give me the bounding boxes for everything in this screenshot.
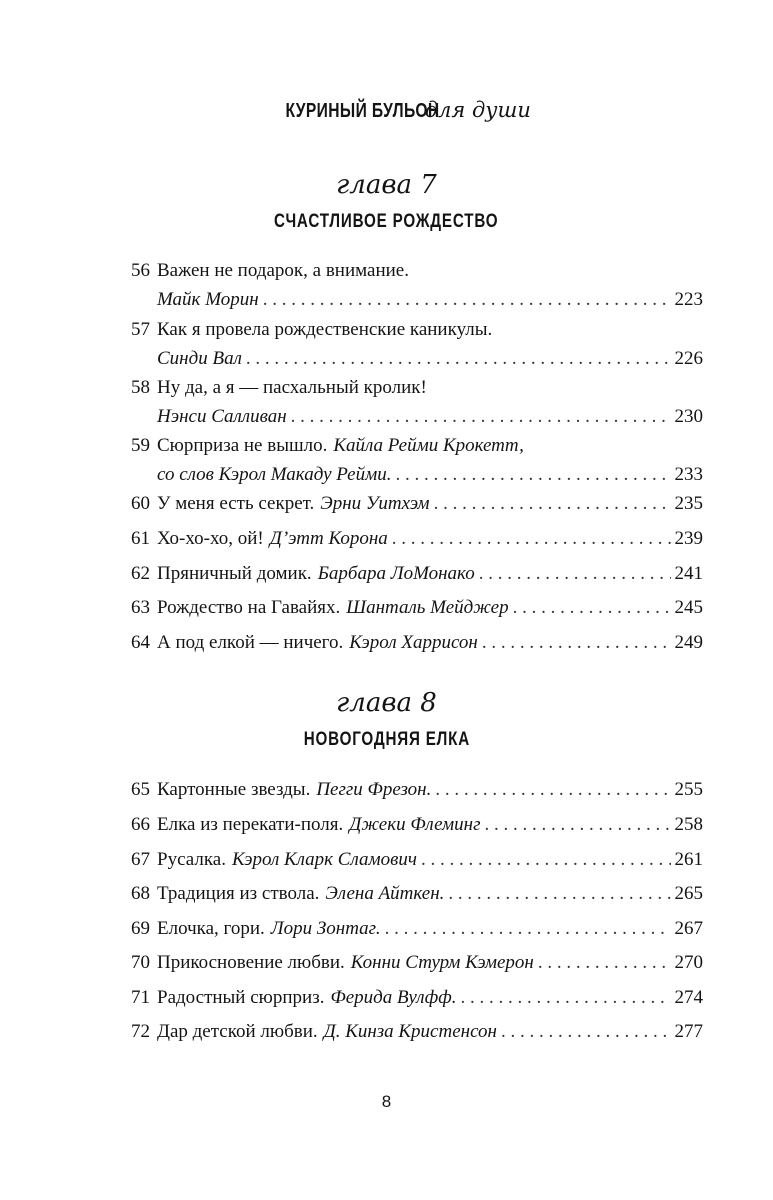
entry-number: 72 xyxy=(131,1021,150,1042)
dot-leader xyxy=(392,524,671,553)
entry-title: Пряничный домик. xyxy=(157,563,312,584)
entry-number: 59 xyxy=(131,435,150,456)
dot-leader xyxy=(263,285,671,314)
entry-page: 230 xyxy=(674,406,703,427)
entry-author: Конни Стурм Кэмерон xyxy=(350,952,534,973)
entry-number: 71 xyxy=(131,987,150,1008)
entry-author: Майк Морин xyxy=(157,289,259,310)
dot-leader xyxy=(513,593,671,622)
toc-entry[interactable] xyxy=(110,628,703,657)
entry-number: 69 xyxy=(131,918,150,939)
entry-title: Как я провела рождественские каникулы. xyxy=(157,319,493,340)
entry-page: 241 xyxy=(674,563,703,584)
entry-author: Нэнси Салливан xyxy=(157,406,287,427)
entry-page: 258 xyxy=(674,814,703,835)
entry-number: 68 xyxy=(131,883,150,904)
entry-author: Кайла Рейми Крокетт, xyxy=(333,435,524,456)
dot-leader xyxy=(385,914,671,943)
entry-page: 245 xyxy=(674,597,703,618)
entry-number: 61 xyxy=(131,528,150,549)
entry-title: Важен не подарок, а внимание. xyxy=(157,260,409,281)
dot-leader xyxy=(246,344,671,373)
toc-entry[interactable] xyxy=(110,983,703,1012)
dot-leader xyxy=(482,628,671,657)
dot-leader xyxy=(448,879,670,908)
entry-page: 249 xyxy=(674,632,703,653)
entry-page: 235 xyxy=(674,493,703,514)
entry-author-continued: со слов Кэрол Макаду Рейми. xyxy=(157,464,392,485)
entry-page: 267 xyxy=(674,918,703,939)
entry-title: Картонные звезды. xyxy=(157,779,311,800)
entry-page: 270 xyxy=(674,952,703,973)
toc-entry[interactable] xyxy=(110,524,703,553)
entry-title: Елка из перекати-поля. xyxy=(157,814,344,835)
entry-page: 261 xyxy=(674,849,703,870)
toc-entry[interactable] xyxy=(110,593,703,622)
entry-number: 57 xyxy=(131,319,150,340)
toc-entry[interactable] xyxy=(110,373,703,431)
entry-author: Пегги Фрезон. xyxy=(316,779,432,800)
entry-number: 63 xyxy=(131,597,150,618)
entry-title: Традиция из ствола. xyxy=(157,883,320,904)
dot-leader xyxy=(538,948,671,977)
entry-author: Лори Зонтаг. xyxy=(270,918,381,939)
entry-title: У меня есть секрет. xyxy=(157,493,315,514)
dot-leader xyxy=(461,983,671,1012)
toc-entry[interactable] xyxy=(110,431,703,489)
toc-entry[interactable] xyxy=(110,914,703,943)
dot-leader xyxy=(479,559,671,588)
entry-title: Русалка. xyxy=(157,849,226,870)
toc-entry[interactable] xyxy=(110,879,703,908)
entry-author: Синди Вал xyxy=(157,348,242,369)
entry-author: Д’этт Корона xyxy=(269,528,388,549)
entry-author: Джеки Флеминг xyxy=(349,814,481,835)
entry-title: Ну да, а я — пасхальный кролик! xyxy=(157,377,427,398)
entry-author: Д. Кинза Кристенсон xyxy=(323,1021,497,1042)
running-head xyxy=(0,98,773,123)
entry-title: Дар детской любви. xyxy=(157,1021,318,1042)
entry-title: Рождество на Гавайях. xyxy=(157,597,341,618)
toc-entry[interactable] xyxy=(110,810,703,839)
entry-page: 233 xyxy=(674,464,703,485)
entry-title: Хо-хо-хо, ой! xyxy=(157,528,264,549)
entry-number: 66 xyxy=(131,814,150,835)
entry-author: Кэрол Харрисон xyxy=(349,632,478,653)
chapter-7-title: СЧАСТЛИВОЕ РОЖДЕСТВО xyxy=(274,211,499,232)
entry-number: 56 xyxy=(131,260,150,281)
entry-number: 62 xyxy=(131,563,150,584)
entry-page: 255 xyxy=(674,779,703,800)
series-title-caps: КУРИНЫЙ БУЛЬОН xyxy=(285,100,440,122)
toc-entry[interactable] xyxy=(110,315,703,373)
entry-number: 65 xyxy=(131,779,150,800)
dot-leader xyxy=(501,1017,671,1046)
entry-author: Элена Айткен. xyxy=(325,883,445,904)
toc-entry[interactable] xyxy=(110,845,703,874)
chapter-8-label: глава 8 xyxy=(336,688,437,718)
entry-number: 67 xyxy=(131,849,150,870)
dot-leader xyxy=(435,775,670,804)
toc-entry[interactable] xyxy=(110,489,703,518)
entry-number: 58 xyxy=(131,377,150,398)
entry-title: А под елкой — ничего. xyxy=(157,632,344,653)
entry-author: Эрни Уитхэм xyxy=(320,493,430,514)
entry-number: 64 xyxy=(131,632,150,653)
entry-author: Ферида Вулфф. xyxy=(330,987,457,1008)
toc-entry[interactable] xyxy=(110,948,703,977)
dot-leader xyxy=(291,402,671,431)
entry-page: 265 xyxy=(674,883,703,904)
entry-number: 60 xyxy=(131,493,150,514)
dot-leader xyxy=(421,845,671,874)
chapter-8-title: НОВОГОДНЯЯ ЕЛКА xyxy=(303,729,470,750)
toc-entry[interactable] xyxy=(110,559,703,588)
entry-author: Шанталь Мейджер xyxy=(346,597,509,618)
toc-entry[interactable] xyxy=(110,775,703,804)
toc-entry[interactable] xyxy=(110,256,703,314)
chapter-7-label: глава 7 xyxy=(336,170,437,200)
entry-title: Прикосновение любви. xyxy=(157,952,345,973)
entry-page: 226 xyxy=(674,348,703,369)
entry-author: Кэрол Кларк Сламович xyxy=(231,849,417,870)
entry-title: Сюрприза не вышло. xyxy=(157,435,328,456)
entry-page: 277 xyxy=(674,1021,703,1042)
page-number: 8 xyxy=(381,1092,392,1111)
entry-page: 274 xyxy=(674,987,703,1008)
toc-entry[interactable] xyxy=(110,1017,703,1046)
dot-leader xyxy=(434,489,671,518)
entry-title: Елочка, гори. xyxy=(157,918,265,939)
dot-leader xyxy=(485,810,671,839)
entry-author: Барбара ЛоМонако xyxy=(317,563,475,584)
entry-page: 223 xyxy=(674,289,703,310)
series-title-script: для души xyxy=(424,98,531,122)
entry-title: Радостный сюрприз. xyxy=(157,987,325,1008)
dot-leader xyxy=(396,460,671,489)
entry-page: 239 xyxy=(674,528,703,549)
entry-number: 70 xyxy=(131,952,150,973)
